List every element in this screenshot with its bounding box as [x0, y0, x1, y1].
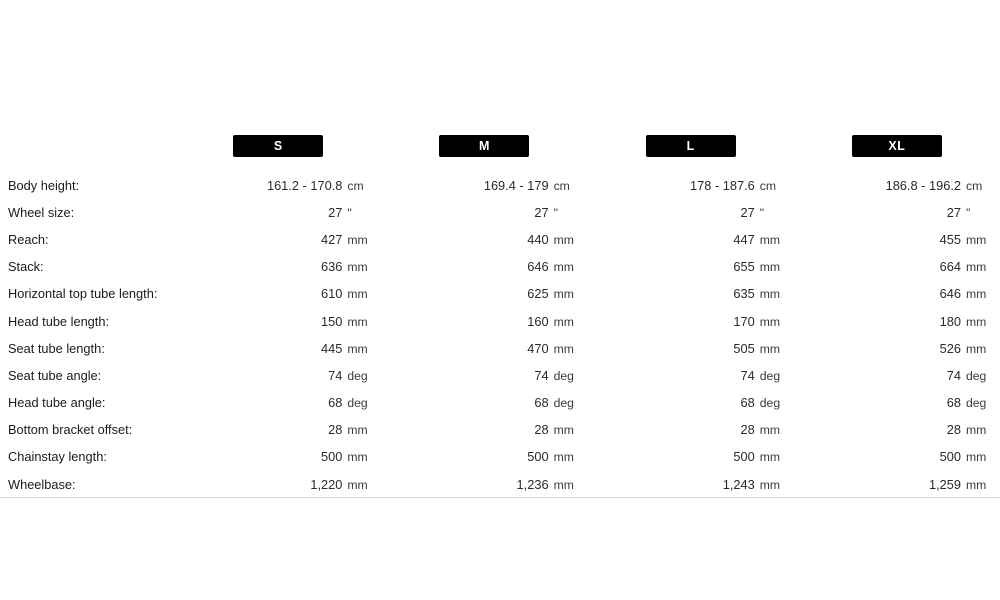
unit-text: mm [759, 450, 781, 465]
row-value-m [381, 307, 587, 334]
unit-text: mm [347, 341, 368, 356]
table-row [0, 416, 1000, 443]
value-text: 1,259 [928, 476, 961, 492]
size-chip-s: S [233, 135, 323, 157]
row-label: Chainstay length: [8, 449, 107, 465]
value-text: 160 [527, 313, 549, 329]
row-label: Seat tube length: [8, 340, 105, 356]
row-value-m [381, 172, 587, 199]
value-text: 68 [946, 395, 961, 411]
row-label: Bottom bracket offset: [8, 422, 133, 438]
table-row [0, 389, 1000, 416]
value-text: 625 [527, 286, 549, 302]
row-value-l [588, 443, 794, 470]
value-text: 500 [733, 449, 755, 465]
row-label: Wheelbase: [0, 471, 175, 498]
row-value-l [588, 335, 794, 362]
value-text: 27 [740, 204, 755, 220]
unit-text: " [759, 205, 765, 220]
row-label: Wheel size: [8, 204, 75, 220]
row-value-xl [794, 443, 1000, 470]
row-value-l [588, 199, 794, 226]
row-label: Stack: [8, 259, 44, 275]
unit-text: mm [759, 314, 781, 329]
unit-text: deg [759, 396, 781, 411]
value-text: 1,243 [722, 476, 755, 492]
table-row [0, 199, 1000, 226]
value-text: 28 [740, 422, 755, 438]
unit-text: mm [759, 287, 781, 302]
row-value-xl [794, 389, 1000, 416]
row-value-xl [794, 172, 1000, 199]
unit-text: mm [759, 423, 781, 438]
unit-text: deg [347, 368, 368, 383]
value-text: 170 [733, 313, 755, 329]
table-row [0, 362, 1000, 389]
value-text: 28 [328, 422, 343, 438]
row-label: Horizontal top tube length: [8, 286, 158, 302]
unit-text: deg [966, 396, 987, 411]
header-spacer [0, 135, 175, 172]
row-value-s [175, 443, 381, 470]
row-label: Body height: [8, 177, 80, 193]
row-value-xl [794, 335, 1000, 362]
row-value-m [381, 389, 587, 416]
row-value-s [175, 253, 381, 280]
value-text: 427 [321, 231, 343, 247]
unit-text: mm [759, 477, 781, 492]
row-value-m [381, 335, 587, 362]
value-text: 28 [534, 422, 549, 438]
value-text: 447 [733, 231, 755, 247]
unit-text: mm [966, 314, 987, 329]
unit-text: cm [347, 178, 364, 193]
unit-text: mm [966, 450, 987, 465]
row-value-s [175, 226, 381, 253]
unit-text: mm [553, 341, 574, 356]
value-text: 445 [321, 340, 343, 356]
row-value-xl [794, 253, 1000, 280]
value-text: 178 - 187.6 [690, 177, 755, 193]
table-body [0, 172, 1000, 498]
row-value-m [381, 416, 587, 443]
row-value-l [588, 471, 794, 498]
value-text: 186.8 - 196.2 [885, 177, 961, 193]
value-text: 655 [733, 259, 755, 275]
unit-text: mm [553, 314, 574, 329]
value-text: 1,236 [516, 476, 549, 492]
value-text: 635 [733, 286, 755, 302]
geometry-table-container [0, 135, 1000, 498]
value-text: 27 [946, 204, 961, 220]
unit-text: deg [553, 396, 574, 411]
value-text: 180 [939, 313, 961, 329]
unit-text: cm [759, 178, 777, 193]
value-text: 150 [321, 313, 343, 329]
table-row [0, 307, 1000, 334]
unit-text: mm [347, 314, 368, 329]
value-text: 646 [939, 286, 961, 302]
table-row [0, 226, 1000, 253]
row-value-l [588, 253, 794, 280]
row-value-s [175, 172, 381, 199]
size-header-m [381, 135, 587, 172]
row-value-m [381, 471, 587, 498]
size-header-xl [794, 135, 1000, 172]
table-header [0, 135, 1000, 172]
row-value-m [381, 226, 587, 253]
unit-text: mm [553, 232, 574, 247]
unit-text: cm [966, 178, 983, 193]
value-text: 68 [328, 395, 343, 411]
unit-text: mm [347, 477, 368, 492]
row-label: Seat tube angle: [8, 367, 102, 383]
unit-text: mm [347, 423, 368, 438]
table-row [0, 443, 1000, 470]
value-text: 470 [527, 340, 549, 356]
value-text: 68 [740, 395, 755, 411]
row-value-m [381, 362, 587, 389]
value-text: 526 [939, 340, 961, 356]
value-text: 500 [527, 449, 549, 465]
table-row [0, 172, 1000, 199]
row-label: Head tube length: [8, 313, 110, 329]
unit-text: mm [966, 423, 987, 438]
value-text: 169.4 - 179 [483, 177, 549, 193]
row-value-xl [794, 307, 1000, 334]
value-text: 455 [939, 231, 961, 247]
unit-text: mm [553, 260, 574, 275]
unit-text: mm [966, 232, 987, 247]
row-value-s [175, 280, 381, 307]
value-text: 440 [527, 231, 549, 247]
row-value-l [588, 362, 794, 389]
unit-text: " [553, 205, 558, 220]
value-text: 74 [946, 367, 961, 383]
value-text: 68 [534, 395, 549, 411]
row-value-xl [794, 471, 1000, 498]
unit-text: mm [966, 341, 987, 356]
row-value-s [175, 362, 381, 389]
value-text: 74 [328, 367, 343, 383]
row-value-s [175, 199, 381, 226]
value-text: 1,220 [310, 476, 343, 492]
unit-text: " [347, 205, 352, 220]
unit-text: mm [347, 450, 368, 465]
value-text: 664 [939, 259, 961, 275]
row-value-xl [794, 226, 1000, 253]
size-header-row [0, 135, 1000, 172]
row-label: Reach: [8, 231, 49, 247]
size-chip-m: M [439, 135, 529, 157]
unit-text: mm [553, 287, 574, 302]
value-text: 27 [328, 204, 343, 220]
row-value-xl [794, 416, 1000, 443]
unit-text: deg [347, 396, 368, 411]
unit-text: " [966, 205, 971, 220]
value-text: 505 [733, 340, 755, 356]
unit-text: deg [966, 368, 987, 383]
unit-text: mm [759, 232, 781, 247]
value-text: 161.2 - 170.8 [266, 177, 343, 193]
value-text: 28 [946, 422, 961, 438]
value-text: 636 [321, 259, 343, 275]
row-value-xl [794, 362, 1000, 389]
value-text: 610 [321, 286, 343, 302]
unit-text: mm [347, 287, 368, 302]
row-label: Head tube angle: [8, 395, 106, 411]
size-header-s [175, 135, 381, 172]
unit-text: mm [759, 341, 781, 356]
row-value-l [588, 389, 794, 416]
row-value-s [175, 307, 381, 334]
unit-text: deg [759, 368, 781, 383]
row-value-s [175, 335, 381, 362]
value-text: 500 [321, 449, 343, 465]
row-value-s [175, 416, 381, 443]
table-row [0, 253, 1000, 280]
value-text: 646 [527, 259, 549, 275]
unit-text: mm [759, 260, 781, 275]
row-value-m [381, 199, 587, 226]
unit-text: cm [553, 178, 570, 193]
unit-text: mm [553, 450, 574, 465]
row-value-l [588, 280, 794, 307]
row-value-m [381, 443, 587, 470]
row-value-l [588, 226, 794, 253]
unit-text: deg [553, 368, 574, 383]
table-row [0, 280, 1000, 307]
table-row [0, 335, 1000, 362]
row-value-s [175, 471, 381, 498]
unit-text: mm [347, 260, 368, 275]
row-value-xl [794, 199, 1000, 226]
size-chip-l: L [646, 135, 736, 157]
value-text: 74 [740, 367, 755, 383]
row-value-l [588, 172, 794, 199]
size-chip-xl: XL [852, 135, 942, 157]
row-value-xl [794, 280, 1000, 307]
unit-text: mm [347, 232, 368, 247]
value-text: 74 [534, 367, 549, 383]
row-value-l [588, 307, 794, 334]
unit-text: mm [966, 287, 987, 302]
geometry-table [0, 135, 1000, 498]
unit-text: mm [966, 477, 987, 492]
unit-text: mm [553, 423, 574, 438]
row-value-l [588, 416, 794, 443]
row-value-m [381, 280, 587, 307]
unit-text: mm [553, 477, 574, 492]
value-text: 500 [939, 449, 961, 465]
size-header-l [588, 135, 794, 172]
unit-text: mm [966, 260, 987, 275]
row-value-s [175, 389, 381, 416]
table-row [0, 471, 1000, 498]
row-value-m [381, 253, 587, 280]
value-text: 27 [534, 204, 549, 220]
